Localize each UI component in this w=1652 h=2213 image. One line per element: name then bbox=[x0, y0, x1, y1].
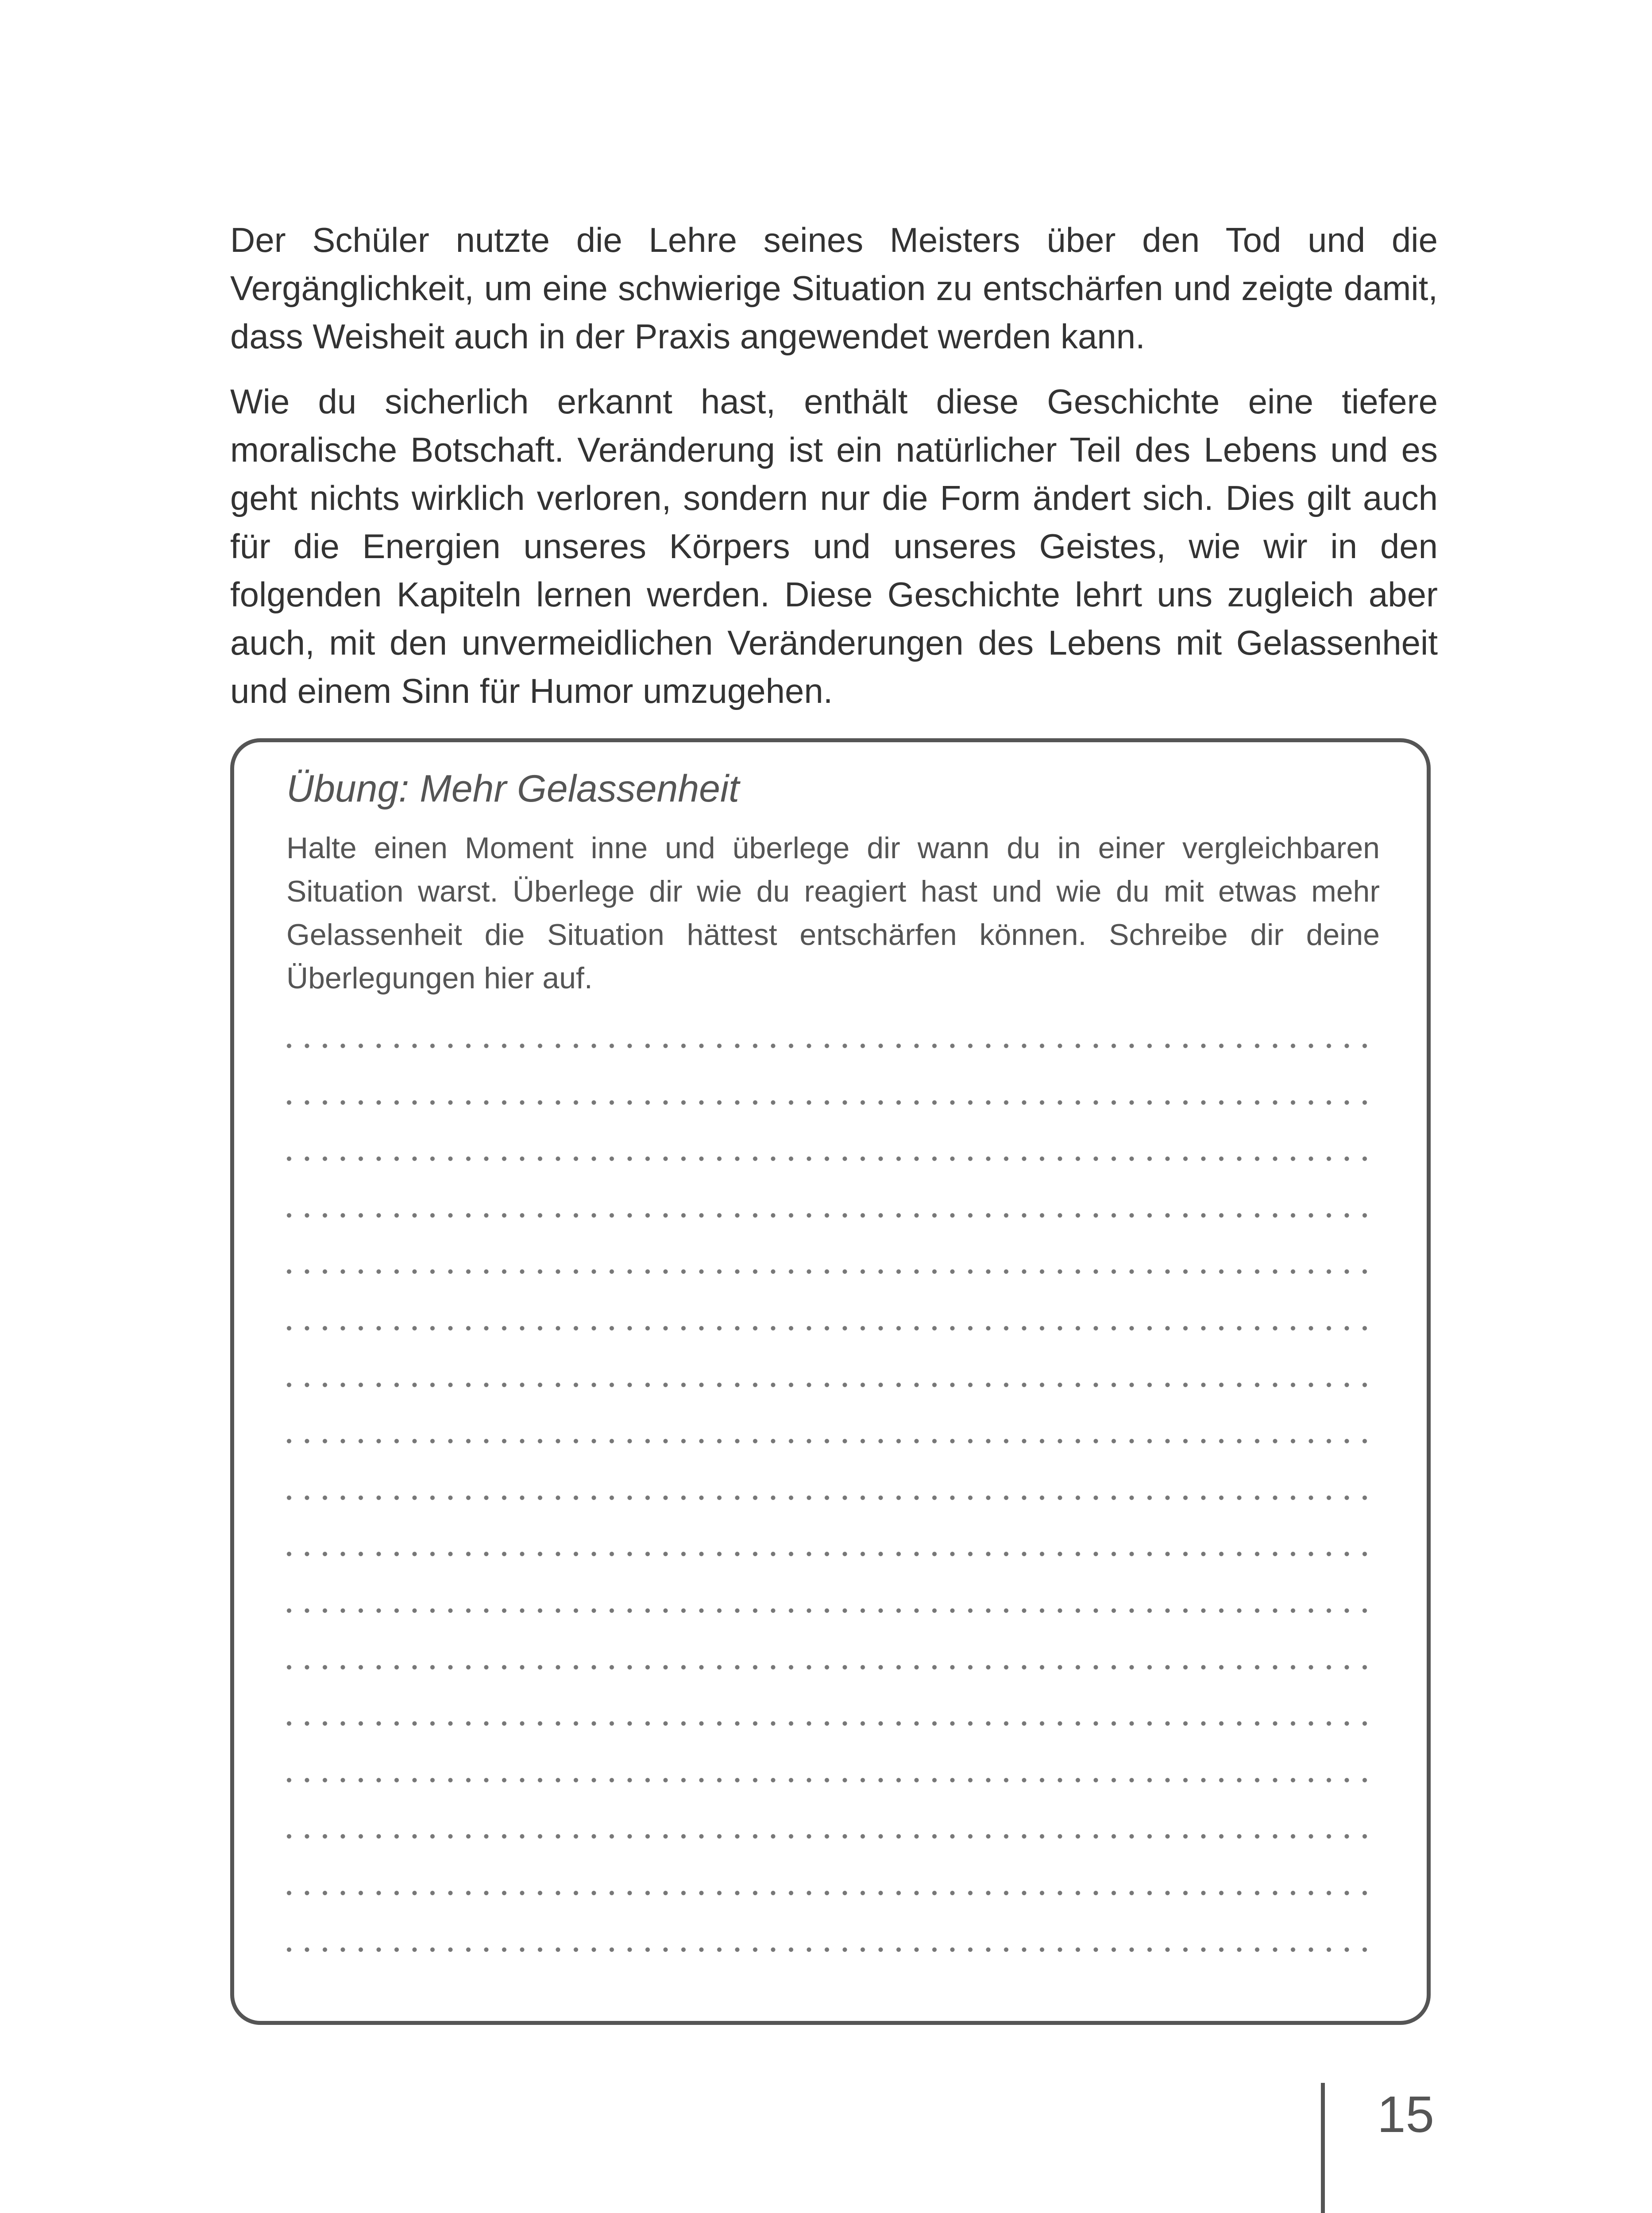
writing-line[interactable] bbox=[286, 1608, 1380, 1665]
writing-line[interactable] bbox=[286, 1213, 1380, 1269]
writing-line[interactable] bbox=[286, 1947, 1380, 2004]
exercise-instructions: Halte einen Moment inne und überlege dir wann du in einer vergleichbaren Situation warst. Überlege dir wie du reagiert hast und wie du mit etwas mehr Gelassenheit die Situation hättest entschärfen können. Schreibe dir deine Überlegungen hier auf. bbox=[286, 831, 1380, 995]
writing-line[interactable] bbox=[286, 1890, 1380, 1947]
writing-line[interactable] bbox=[286, 1156, 1380, 1213]
writing-line[interactable] bbox=[286, 1438, 1380, 1495]
exercise-box bbox=[230, 738, 1431, 2025]
writing-lines bbox=[286, 1043, 1380, 2003]
writing-line[interactable] bbox=[286, 1777, 1380, 1834]
writing-line[interactable] bbox=[286, 1269, 1380, 1326]
page-number-rule bbox=[1321, 2083, 1325, 2213]
writing-line[interactable] bbox=[286, 1100, 1380, 1157]
exercise-title: Übung: Mehr Gelassenheit bbox=[286, 767, 740, 810]
writing-line[interactable] bbox=[286, 1043, 1380, 1100]
page-number: 15 bbox=[1377, 2086, 1434, 2143]
body-paragraph-2: Wie du sicherlich erkannt hast, enthält diese Geschichte eine tiefere moralische Botschaft. Veränderung ist ein natürlicher Teil des Lebens und es geht nichts wirklich verloren, sondern nur die Form ändert sich. Dies gilt auch für die Energien unseres Körpers und unseres Geistes, wie wir in den folgenden Kapiteln lernen werden. Diese Geschichte lehrt uns zugleich aber auch, mit den unvermeidlichen Veränderungen des Lebens mit Gelassenheit und einem Sinn für Humor umzugehen. bbox=[230, 382, 1438, 710]
writing-line[interactable] bbox=[286, 1834, 1380, 1890]
writing-line[interactable] bbox=[286, 1551, 1380, 1608]
writing-line[interactable] bbox=[286, 1326, 1380, 1382]
writing-line[interactable] bbox=[286, 1665, 1380, 1721]
body-paragraph-1: Der Schüler nutzte die Lehre seines Meisters über den Tod und die Vergänglichkeit, um eine schwierige Situation zu entschärfen und zeigte damit, dass Weisheit auch in der Praxis angewendet werden kann. bbox=[230, 220, 1438, 356]
writing-line[interactable] bbox=[286, 1495, 1380, 1552]
writing-line[interactable] bbox=[286, 1721, 1380, 1777]
writing-line[interactable] bbox=[286, 1382, 1380, 1439]
